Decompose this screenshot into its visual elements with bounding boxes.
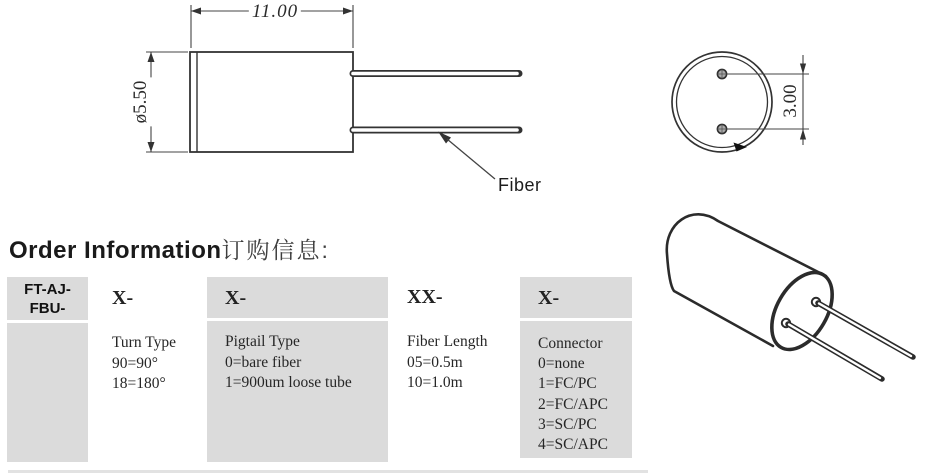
connector-option: 2=FC/APC: [538, 395, 608, 413]
prefix-body-cell: [7, 323, 88, 462]
pigtail-type-option: 0=bare fiber: [225, 353, 302, 371]
connector-body-cell: [520, 321, 632, 458]
prefix-line-1: FT-AJ-: [24, 281, 71, 298]
fiber-length-option: 05=0.5m: [407, 353, 463, 371]
connector-header-cell: [520, 277, 632, 318]
turn-type-option: 90=90°: [112, 354, 158, 372]
pigtail-type-code: X-: [225, 287, 247, 309]
pigtail-type-header-cell: [207, 277, 388, 318]
fiber-length-option: 10=1.0m: [407, 374, 463, 391]
connector-title: Connector: [538, 335, 603, 352]
fiber-length-title: Fiber Length: [407, 333, 488, 350]
diameter-dimension-label: ø5.50: [130, 78, 152, 127]
connector-option: 4=SC/APC: [538, 436, 608, 454]
order-info-heading: [9, 232, 330, 265]
order-info-heading-zh: 订购信息:: [221, 237, 330, 263]
connector-option: 1=FC/PC: [538, 375, 597, 393]
turn-type-title: Turn Type: [112, 334, 176, 351]
turn-type-code: X-: [112, 287, 134, 309]
pigtail-type-title: Pigtail Type: [225, 333, 300, 350]
connector-code: X-: [538, 287, 560, 309]
pigtail-type-option: 1=900um loose tube: [225, 374, 352, 391]
connector-option: 3=SC/PC: [538, 415, 597, 433]
fiber-length-column: [407, 286, 488, 394]
turn-type-option: 18=180°: [112, 375, 166, 392]
turn-type-column: [112, 287, 176, 395]
pin-spacing-dimension-label: 3.00: [780, 84, 801, 118]
order-info-heading-en: Order Information: [9, 237, 222, 264]
isometric-view-drawing: [667, 214, 913, 379]
diameter-dimension-lines: [146, 52, 188, 152]
fiber-length-code: XX-: [407, 286, 443, 308]
fiber-label: Fiber: [498, 175, 542, 195]
fiber-hole-top: [717, 69, 726, 78]
prefix-header-cell: [7, 277, 88, 320]
prefix-line-2: FBU-: [29, 300, 66, 317]
pigtail-type-body-cell: [207, 321, 388, 462]
fiber-leader-arrow: [438, 132, 495, 180]
side-view-drawing: [146, 5, 519, 179]
length-dimension-label: 11.00: [249, 1, 301, 23]
connector-option: 0=none: [538, 355, 585, 373]
fiber-hole-bottom: [717, 124, 726, 133]
